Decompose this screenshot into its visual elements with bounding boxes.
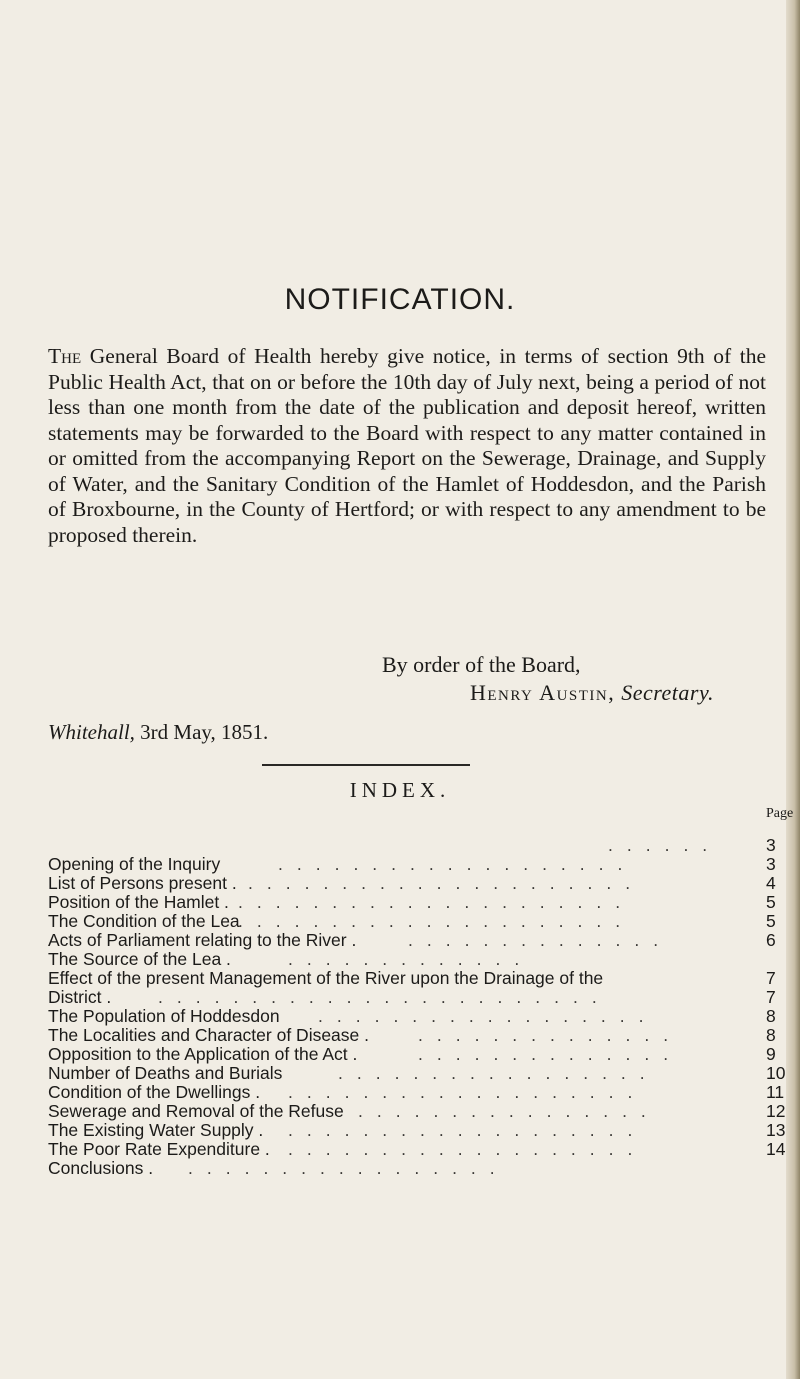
index-entry-label: Opposition to the Application of the Act . bbox=[48, 1044, 358, 1064]
index-entry-label: Position of the Hamlet . bbox=[48, 892, 229, 912]
index-entry-page: 6 bbox=[766, 930, 776, 950]
index-entry bbox=[48, 1121, 790, 1140]
dateline bbox=[48, 720, 268, 745]
dot-leader: ................. bbox=[188, 1158, 509, 1178]
index-entry-page: 3 bbox=[766, 854, 776, 874]
index-entry-page: 8 bbox=[766, 1025, 776, 1045]
index-entry bbox=[48, 988, 790, 1007]
index-entry bbox=[48, 1064, 790, 1083]
signature-line bbox=[470, 680, 714, 706]
index-entry bbox=[48, 893, 790, 912]
dot-leader: ................. bbox=[338, 1063, 659, 1083]
signatory-name: Henry Austin, bbox=[470, 680, 616, 705]
dateline-place: Whitehall, bbox=[48, 720, 135, 744]
index-entry bbox=[48, 969, 790, 988]
signature-order: By order of the Board, bbox=[382, 652, 581, 677]
dateline-date: 3rd May, 1851. bbox=[140, 720, 269, 744]
dot-leader: .............. bbox=[408, 930, 673, 950]
dot-leader: ........................ bbox=[158, 987, 611, 1007]
index-entry-label: Acts of Parliament relating to the River . bbox=[48, 930, 357, 950]
index-entry bbox=[48, 912, 790, 931]
index-entry-page: 13 bbox=[766, 1120, 786, 1140]
index-entry-page: 7 bbox=[766, 987, 776, 1007]
dot-leader: ..................... bbox=[248, 873, 645, 893]
index-entry-page: 14 bbox=[766, 1139, 786, 1159]
index-entry bbox=[48, 855, 790, 874]
index-entry bbox=[48, 874, 790, 893]
index-entry-label: Opening of the Inquiry bbox=[48, 854, 221, 874]
index-entry bbox=[48, 836, 790, 855]
index-entry bbox=[48, 1045, 790, 1064]
index-entry-label: The Population of Hoddesdon bbox=[48, 1006, 280, 1026]
signatory-role: Secretary. bbox=[621, 680, 714, 705]
index-entry-label: Effect of the present Management of the River upon the Drainage of the bbox=[48, 968, 604, 988]
index-page-header: Page bbox=[766, 806, 794, 821]
index-entry-label: Condition of the Dwellings . bbox=[48, 1082, 261, 1102]
index-entry-page: 5 bbox=[766, 892, 776, 912]
index-entry bbox=[48, 1026, 790, 1045]
index-list bbox=[48, 836, 790, 1178]
index-entry-label: The Source of the Lea . bbox=[48, 949, 231, 969]
index-entry-label: The Poor Rate Expenditure . bbox=[48, 1139, 270, 1159]
dot-leader: ................... bbox=[288, 1120, 647, 1140]
dot-leader: ................... bbox=[288, 1139, 647, 1159]
dot-leader: ..................... bbox=[238, 892, 635, 912]
notice-paragraph bbox=[48, 344, 766, 548]
dot-leader: ............. bbox=[288, 949, 534, 969]
index-entry-label: Conclusions . bbox=[48, 1158, 154, 1178]
index-entry-label: Number of Deaths and Burials bbox=[48, 1063, 283, 1083]
index-entry-page: 10 bbox=[766, 1063, 786, 1083]
dot-leader: ...... bbox=[608, 835, 722, 855]
index-entry-page: 5 bbox=[766, 911, 776, 931]
index-entry bbox=[48, 1007, 790, 1026]
index-entry-label: The Localities and Character of Disease . bbox=[48, 1025, 369, 1045]
section-divider bbox=[262, 764, 470, 766]
notification-title: NOTIFICATION. bbox=[284, 283, 516, 316]
dot-leader: ................... bbox=[278, 854, 637, 874]
dot-leader: ................... bbox=[288, 1082, 647, 1102]
index-entry-page: 9 bbox=[766, 1044, 776, 1064]
dot-leader: .................. bbox=[318, 1006, 658, 1026]
index-title: INDEX. bbox=[349, 778, 451, 802]
index-entry-label: The Condition of the Lea bbox=[48, 911, 240, 931]
index-entry-label: The Existing Water Supply . bbox=[48, 1120, 264, 1140]
index-entry bbox=[48, 931, 790, 950]
index-entry-page: 12 bbox=[766, 1101, 786, 1121]
index-entry bbox=[48, 1083, 790, 1102]
index-entry-label: List of Persons present . bbox=[48, 873, 237, 893]
dot-leader: .............. bbox=[418, 1025, 683, 1045]
notice-lead-word: The bbox=[48, 344, 82, 368]
index-entry-page: 7 bbox=[766, 968, 776, 988]
index-entry bbox=[48, 950, 790, 969]
notice-body: General Board of Health hereby give notice, in terms of section 9th of the Public Health Act, that on or before the 10th day of July next, being a period of not less than one month from the date of the publication and deposit hereof, written statements may be forwarded to the Board with respect to any matter contained in or omitted from the accompanying Report on the Sewerage, Drainage, and Supply of Water, and the Sanitary Condition of the Hamlet of Hoddesdon, and the Parish of Broxbourne, in the County of Hertford; or with respect to any amendment to be proposed therein. bbox=[48, 344, 766, 547]
index-entry bbox=[48, 1102, 790, 1121]
dot-leader: ..................... bbox=[238, 911, 635, 931]
index-entry-label: District . bbox=[48, 987, 112, 1007]
index-entry-page: 3 bbox=[766, 835, 776, 855]
index-entry bbox=[48, 1140, 790, 1159]
dot-leader: .............. bbox=[418, 1044, 683, 1064]
dot-leader: ................ bbox=[358, 1101, 660, 1121]
index-entry bbox=[48, 1159, 790, 1178]
index-entry-page: 4 bbox=[766, 873, 776, 893]
index-entry-label: Sewerage and Removal of the Refuse bbox=[48, 1101, 344, 1121]
index-entry-page: 8 bbox=[766, 1006, 776, 1026]
index-entry-page: 11 bbox=[766, 1082, 785, 1102]
